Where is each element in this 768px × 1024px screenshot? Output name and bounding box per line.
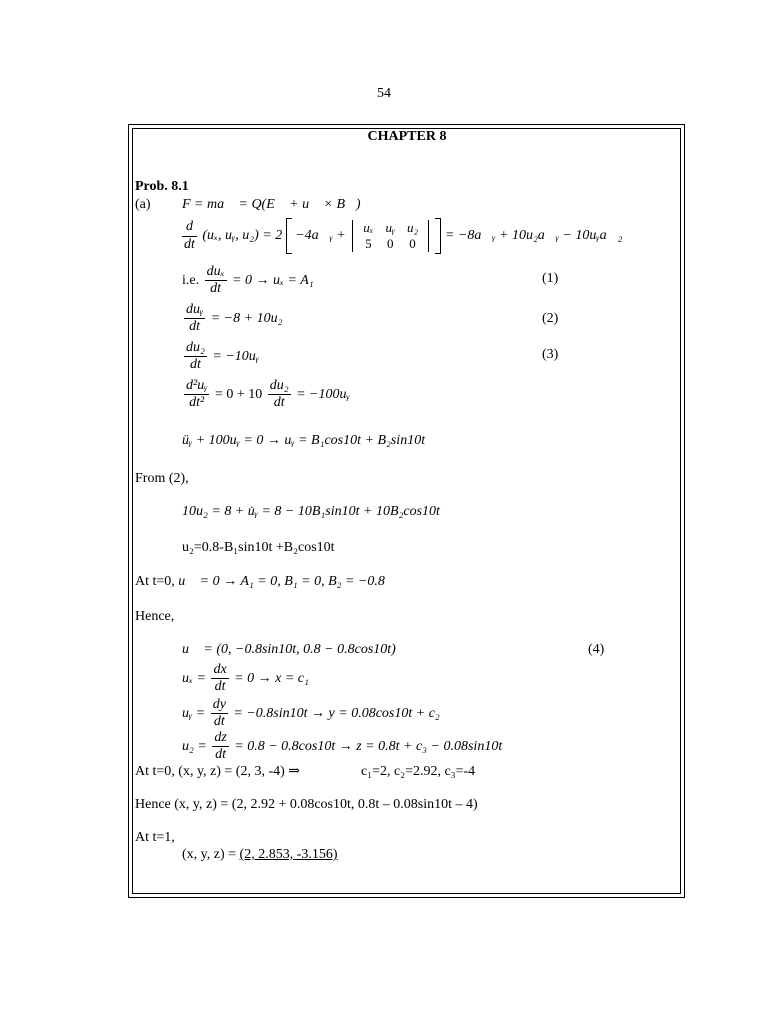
bracket-term: −4a⃗ᵧ + <box>295 228 346 243</box>
frac-num: d²uᵧ <box>186 378 208 393</box>
eq-force: F = ma⃗ = Q(E⃗ + u⃗ × B⃗) <box>182 197 361 212</box>
frac-den: dt² <box>184 394 209 411</box>
frac-num: duₓ <box>206 264 225 279</box>
final-prefix: (x, y, z) = <box>182 847 237 862</box>
at-t0-prefix: At t=0, <box>135 574 175 589</box>
eq-uz-rest: = 0.8 − 0.8cos10t → z = 0.8t + c₃ − 0.08sin10t <box>234 738 503 754</box>
right-bracket <box>435 218 441 254</box>
frac-num: dx <box>213 662 227 677</box>
part-label: (a) <box>135 197 151 212</box>
det-cell: 0 <box>409 236 416 251</box>
eq-second-frac-1 <box>184 378 209 411</box>
eq-uz-pre: u₂ = <box>182 738 207 754</box>
det-cell: 0 <box>386 236 394 251</box>
problem-label: Prob. 8.1 <box>135 179 189 194</box>
at-t1: At t=1, <box>135 830 175 845</box>
det-cell: u₂ <box>406 220 418 236</box>
frac-num: du₂ <box>186 340 205 355</box>
hence-1: Hence, <box>135 609 175 624</box>
eq-uz <box>182 730 502 763</box>
eq-derivative-rhs: = −8a⃗ᵧ + 10u₂a⃗ᵧ − 10uᵧa⃗₂ <box>444 228 623 243</box>
eq-2 <box>182 302 282 335</box>
at-t0-line <box>135 575 385 589</box>
eq-1-frac <box>205 264 227 297</box>
page-number: 54 <box>377 86 391 101</box>
eq-1-prefix: i.e. <box>182 272 200 288</box>
eq-uy-frac <box>211 697 228 730</box>
eq-ux <box>182 662 309 695</box>
eq-4-label: (4) <box>588 642 605 657</box>
eq-derivative <box>180 218 622 254</box>
chapter-title: CHAPTER 8 <box>367 129 447 144</box>
final-answer: (2, 2.853, -3.156) <box>239 847 338 862</box>
det-cell: uᵧ <box>385 220 395 236</box>
at-t0-position: At t=0, (x, y, z) = (2, 3, -4) ⇒ <box>135 764 301 779</box>
frac-den: dt <box>184 318 205 335</box>
frac-num: dz <box>214 730 227 745</box>
det-cell: uₓ <box>363 220 374 236</box>
eq-2-label: (2) <box>542 311 559 326</box>
eq-ux-rest: = 0 → x = c₁ <box>234 670 309 686</box>
frac-num: du₂ <box>269 378 289 393</box>
eq-1-label: (1) <box>542 271 559 286</box>
hence-position: Hence (x, y, z) = (2, 2.92 + 0.08cos10t, 0.8t – 0.08sin10t – 4) <box>135 797 478 812</box>
eq-uz-1: 10u₂ = 8 + u̇ᵧ = 8 − 10B₁sin10t + 10B₂cos10t <box>182 504 440 519</box>
eq-derivative-frac <box>182 219 197 252</box>
eq-1-rest: = 0 → uₓ = A₁ <box>232 272 314 288</box>
eq-3 <box>182 340 259 373</box>
frac-num: d <box>185 219 193 235</box>
eq-ux-frac <box>211 662 228 695</box>
eq-1 <box>182 264 314 297</box>
eq-ux-pre: uₓ = <box>182 670 206 686</box>
eq-uz-frac <box>212 730 228 763</box>
eq-second-rest: = −100uᵧ <box>296 386 350 402</box>
eq-ode: üᵧ + 100uᵧ = 0 → uᵧ = B₁cos10t + B₂sin10t <box>182 433 426 448</box>
frac-num: dy <box>212 697 226 712</box>
eq-2-frac <box>184 302 205 335</box>
from-2-text: From (2), <box>135 471 189 486</box>
eq-2-rest: = −8 + 10u₂ <box>210 310 283 326</box>
frac-den: dt <box>268 394 291 411</box>
determinant <box>352 220 429 251</box>
left-bracket <box>286 218 292 254</box>
frac-den: dt <box>184 356 207 373</box>
eq-derivative-lhs: (uₓ, uᵧ, u₂) = 2 <box>202 228 283 243</box>
frac-den: dt <box>212 746 228 763</box>
eq-uy-rest: = −0.8sin10t → y = 0.08cos10t + c₂ <box>233 705 440 721</box>
at-t0-eq: u⃗ = 0 → A₁ = 0, B₁ = 0, B₂ = −0.8 <box>178 574 385 589</box>
frac-den: dt <box>184 236 195 252</box>
eq-uy <box>182 697 440 730</box>
frac-den: dt <box>205 280 227 297</box>
eq-3-label: (3) <box>542 347 559 362</box>
eq-uy-pre: uᵧ = <box>182 705 206 721</box>
eq-4: u⃗ = (0, −0.8sin10t, 0.8 − 0.8cos10t) <box>182 642 396 657</box>
eq-second-frac-2 <box>268 378 291 411</box>
constants: c₁=2, c₂=2.92, c₃=-4 <box>361 764 476 779</box>
final-line <box>182 848 338 862</box>
frac-den: dt <box>211 713 228 730</box>
eq-second-derivative <box>182 378 350 411</box>
det-cell: 5 <box>365 236 372 251</box>
frac-num: duᵧ <box>186 302 204 317</box>
eq-uz-2: u₂=0.8-B₁sin10t +B₂cos10t <box>182 540 335 555</box>
eq-second-mid: = 0 + 10 <box>214 386 263 402</box>
frac-den: dt <box>211 678 228 695</box>
eq-3-rest: = −10uᵧ <box>212 348 259 364</box>
eq-3-frac <box>184 340 207 373</box>
